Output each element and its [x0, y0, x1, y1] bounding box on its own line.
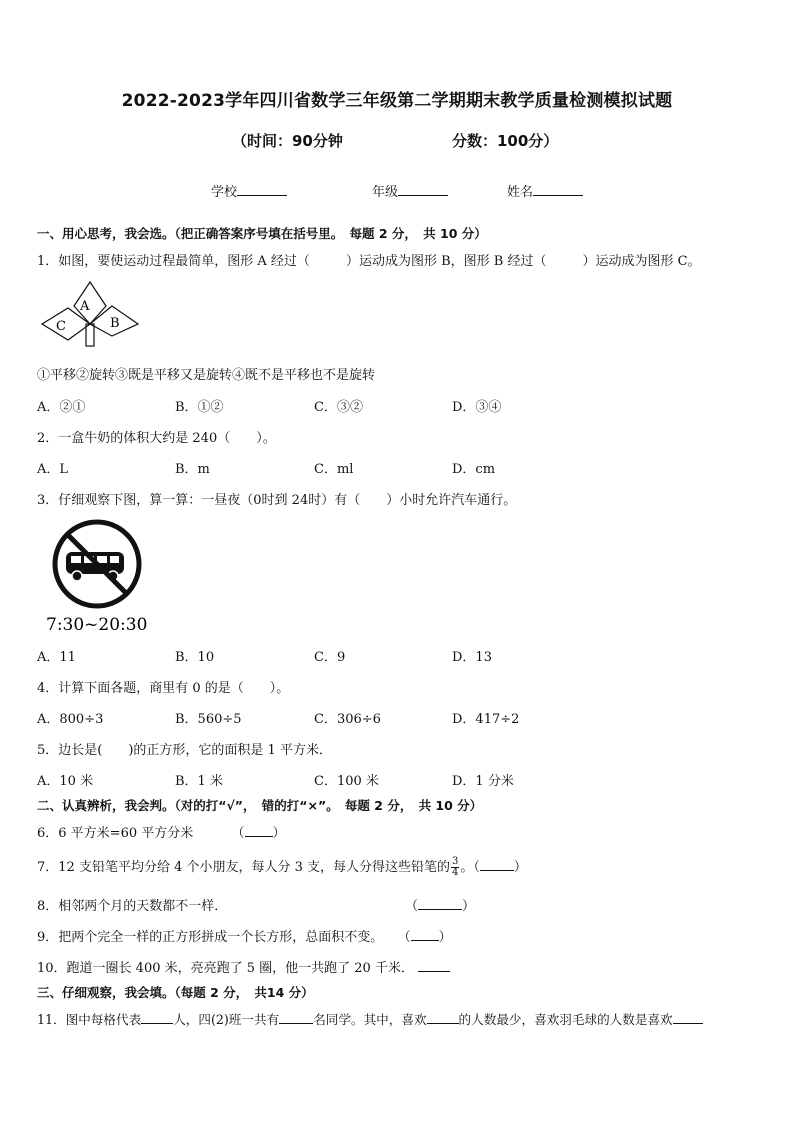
q1-option-a[interactable]: A．②①: [37, 400, 86, 415]
q8-paren-left: （: [405, 899, 419, 914]
q2-option-c[interactable]: C．ml: [314, 462, 354, 477]
figure-label-a: A: [80, 299, 90, 314]
q1-option-d[interactable]: D．③④: [452, 400, 502, 415]
q8-answer-blank[interactable]: [418, 896, 462, 910]
q7-stem: 7．12 支铅笔平均分给 4 个小朋友，每人分 3 支，每人分得这些铅笔的: [37, 860, 451, 875]
question-4-stem: 4．计算下面各题，商里有 0 的是（ ）。: [37, 681, 290, 696]
q1-choices-line: ①平移②旋转③既是平移又是旋转④既不是平移也不是旋转: [37, 368, 376, 383]
q7-fraction-denominator: 4: [452, 867, 459, 878]
q4-option-b[interactable]: B．560÷5: [175, 712, 242, 727]
figure-label-c: C: [56, 319, 66, 334]
q4-option-c[interactable]: C．306÷6: [314, 712, 381, 727]
q3-option-b[interactable]: B．10: [175, 650, 215, 665]
q1-stem-part-a: 1．如图，要使运动过程最简单，图形 A 经过（: [37, 254, 310, 269]
q5-option-a[interactable]: A．10 米: [37, 774, 94, 789]
q7-fraction-numerator: 3: [452, 856, 459, 867]
question-6: [37, 822, 286, 841]
name-field: [507, 181, 583, 200]
q11-blank-1[interactable]: [141, 1010, 173, 1024]
q9-paren-right: ）: [438, 930, 452, 945]
school-field: [211, 181, 287, 200]
q2-option-b[interactable]: B．m: [175, 462, 210, 477]
q10-answer-blank[interactable]: [418, 958, 450, 972]
q3-option-d[interactable]: D．13: [452, 650, 492, 665]
q2-option-d[interactable]: D．cm: [452, 462, 496, 477]
time-info: （时间：90分钟: [232, 132, 343, 150]
question-1-stem: [37, 250, 701, 269]
exam-title: 2022-2023学年四川省数学三年级第二学期期末教学质量检测模拟试题: [121, 91, 673, 111]
q7-answer-blank[interactable]: [480, 857, 514, 871]
q6-stem: 6．6 平方米=60 平方分米: [37, 826, 194, 841]
q8-answer: [405, 895, 475, 914]
rotation-figure: [38, 280, 144, 350]
q7-fraction: [451, 857, 459, 878]
q11-blank-3[interactable]: [427, 1010, 459, 1024]
score-info: 分数：100分）: [452, 132, 559, 150]
q6-paren-right: ）: [272, 826, 286, 841]
school-blank[interactable]: [237, 183, 287, 196]
q5-option-b[interactable]: B．1 米: [175, 774, 223, 789]
no-vehicle-sign: [44, 516, 154, 636]
q9-paren-left: （: [397, 930, 411, 945]
q1-option-c[interactable]: C．③②: [314, 400, 363, 415]
q7-after-text: 。（: [460, 860, 480, 875]
name-label: 姓名: [507, 185, 534, 200]
q11-part-3: 名同学。其中，喜欢: [313, 1012, 427, 1027]
q9-stem: 9．把两个完全一样的正方形拼成一个长方形，总面积不变。: [37, 930, 384, 945]
grade-field: [372, 181, 448, 200]
question-2-stem: 2．一盒牛奶的体积大约是 240（ ）。: [37, 431, 276, 446]
section-1-heading: 一、用心思考，我会选。（把正确答案序号填在括号里。 每题 2 分， 共 10 分）: [37, 226, 487, 241]
q5-stem-part-a: 5．边长是(: [37, 743, 103, 758]
q9-answer-blank[interactable]: [411, 927, 439, 941]
q5-option-c[interactable]: C．100 米: [314, 774, 379, 789]
question-10: [37, 957, 450, 976]
question-3-stem: 3．仔细观察下图，算一算：一昼夜（0时到 24时）有（ ）小时允许汽车通行。: [37, 493, 517, 508]
q2-option-a[interactable]: A．L: [37, 462, 69, 477]
q11-blank-4[interactable]: [673, 1010, 703, 1024]
sign-time-label: 7:30~20:30: [46, 615, 148, 635]
q6-answer-blank[interactable]: [245, 823, 273, 837]
q1-stem-part-c: ）运动成为图形 C。: [582, 254, 701, 269]
q11-part-1: 11．图中每格代表: [37, 1012, 142, 1027]
q1-option-b[interactable]: B．①②: [175, 400, 224, 415]
q4-option-d[interactable]: D．417÷2: [452, 712, 520, 727]
q5-option-d[interactable]: D．1 分米: [452, 774, 514, 789]
q7-paren-right: ）: [513, 860, 527, 875]
grade-label: 年级: [372, 185, 399, 200]
q4-option-a[interactable]: A．800÷3: [37, 712, 104, 727]
name-blank[interactable]: [533, 183, 583, 196]
q3-option-c[interactable]: C．9: [314, 650, 346, 665]
q3-option-a[interactable]: A．11: [37, 650, 76, 665]
question-9: [37, 926, 452, 945]
grade-blank[interactable]: [398, 183, 448, 196]
q1-stem-part-b: ）运动成为图形 B，图形 B 经过（: [345, 254, 547, 269]
section-2-heading: 二、认真辨析，我会判。（对的打“√”， 错的打“×”。 每题 2 分， 共 10 分）: [37, 798, 483, 813]
question-5-stem: [37, 739, 332, 758]
figure-label-b: B: [110, 316, 120, 331]
q5-stem-part-b: )的正方形，它的面积是 1 平方米．: [128, 743, 332, 758]
q8-paren-right: ）: [462, 899, 476, 914]
question-11: [37, 1009, 703, 1028]
section-3-heading: 三、仔细观察，我会填。（每题 2 分， 共14 分）: [37, 985, 314, 1000]
question-8: [37, 895, 227, 914]
q11-blank-2[interactable]: [279, 1010, 313, 1024]
school-label: 学校: [211, 185, 238, 200]
q8-stem: 8．相邻两个月的天数都不一样．: [37, 899, 228, 914]
q11-part-2: 人，四(2)班一共有: [173, 1012, 280, 1027]
q6-paren-left: （: [231, 826, 245, 841]
q11-part-4: 的人数最少，喜欢羽毛球的人数是喜欢: [458, 1012, 673, 1027]
bus-icon: [66, 552, 124, 581]
question-7: [37, 856, 527, 878]
q10-stem: 10．跑道一圈长 400 米，亮亮跑了 5 圈，他一共跑了 20 千米．: [37, 961, 414, 976]
